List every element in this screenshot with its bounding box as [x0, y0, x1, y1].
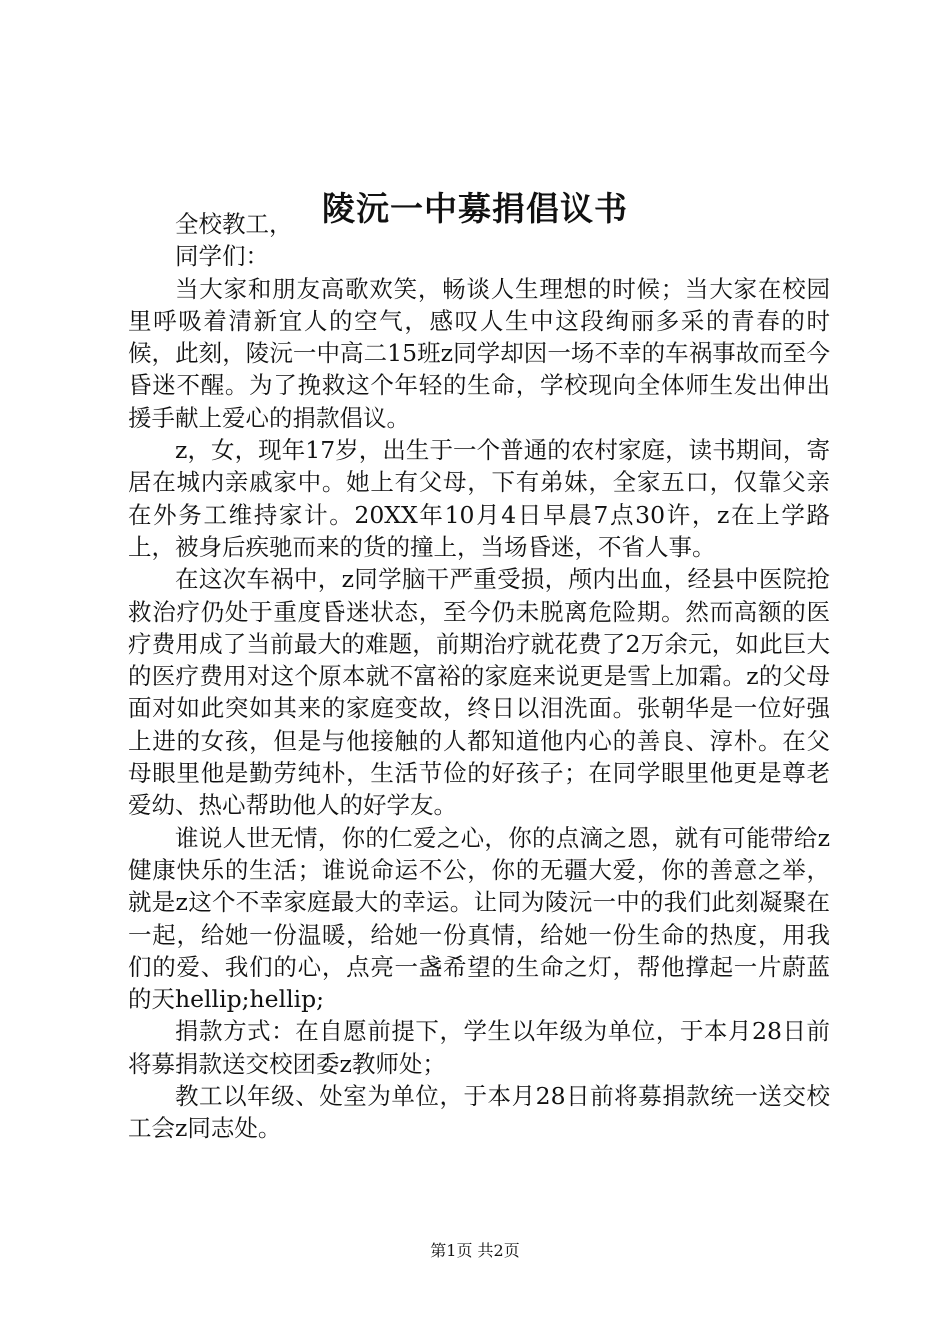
paragraph-intro: 当大家和朋友高歌欢笑，畅谈人生理想的时候；当大家在校园里呼吸着清新宜人的空气，感叹人生中这段绚丽多采的青春的时候，此刻，陵沅一中高二15班z同学却因一场不幸的车祸事故而至今昏迷不醒。为了挽救这个年轻的生命，学校现向全体师生发出伸出援手献上爱心的捐款倡议。 [128, 274, 830, 432]
document-title: 陵沅一中募捐倡议书 [322, 189, 628, 228]
paragraph-condition: 在这次车祸中，z同学脑干严重受损，颅内出血，经县中医院抢救治疗仍处于重度昏迷状态，至今仍未脱离危险期。然而高额的医疗费用成了当前最大的难题，前期治疗就花费了2万余元，如此巨大的医疗费用对这个原本就不富裕的家庭来说更是雪上加霜。z的父母面对如此突如其来的家庭变故，终日以泪洗面。张朝华是一位好强上进的女孩，但是与他接触的人都知道他内心的善良、淳朴。在父母眼里他是勤劳纯朴，生活节俭的好孩子；在同学眼里他更是尊老爱幼、热心帮助他人的好学友。 [128, 565, 830, 820]
salutation-students: 同学们： [175, 242, 269, 271]
document-body [128, 208, 830, 1145]
page-number: 第1页 共2页 [430, 1241, 520, 1260]
paragraph-background: z，女，现年17岁，出生于一个普通的农村家庭，读书期间，寄居在城内亲戚家中。她上有父母，下有弟妹，全家五口，仅靠父亲在外务工维持家计。20XX年10月4日早晨7点30许，z在上学路上，被身后疾驰而来的货的撞上，当场昏迷，不省人事。 [128, 436, 830, 561]
paragraph-donation-method-staff: 教工以年级、处室为单位，于本月28日前将募捐款统一送交校工会z同志处。 [128, 1082, 830, 1143]
paragraph-appeal: 谁说人世无情，你的仁爱之心，你的点滴之恩，就有可能带给z健康快乐的生活；谁说命运不公，你的无疆大爱，你的善意之举，就是z这个不幸家庭最大的幸运。让同为陵沅一中的我们此刻凝聚在一起，给她一份温暖，给她一份真情，给她一份生命的热度，用我们的爱、我们的心，点亮一盏希望的生命之灯，帮他撑起一片蔚蓝的天hellip;hellip; [128, 823, 830, 1014]
salutation-staff: 全校教工， [175, 210, 293, 238]
paragraph-donation-method-students: 捐款方式：在自愿前提下，学生以年级为单位，于本月28日前将募捐款送交校团委z教师处； [128, 1017, 830, 1078]
